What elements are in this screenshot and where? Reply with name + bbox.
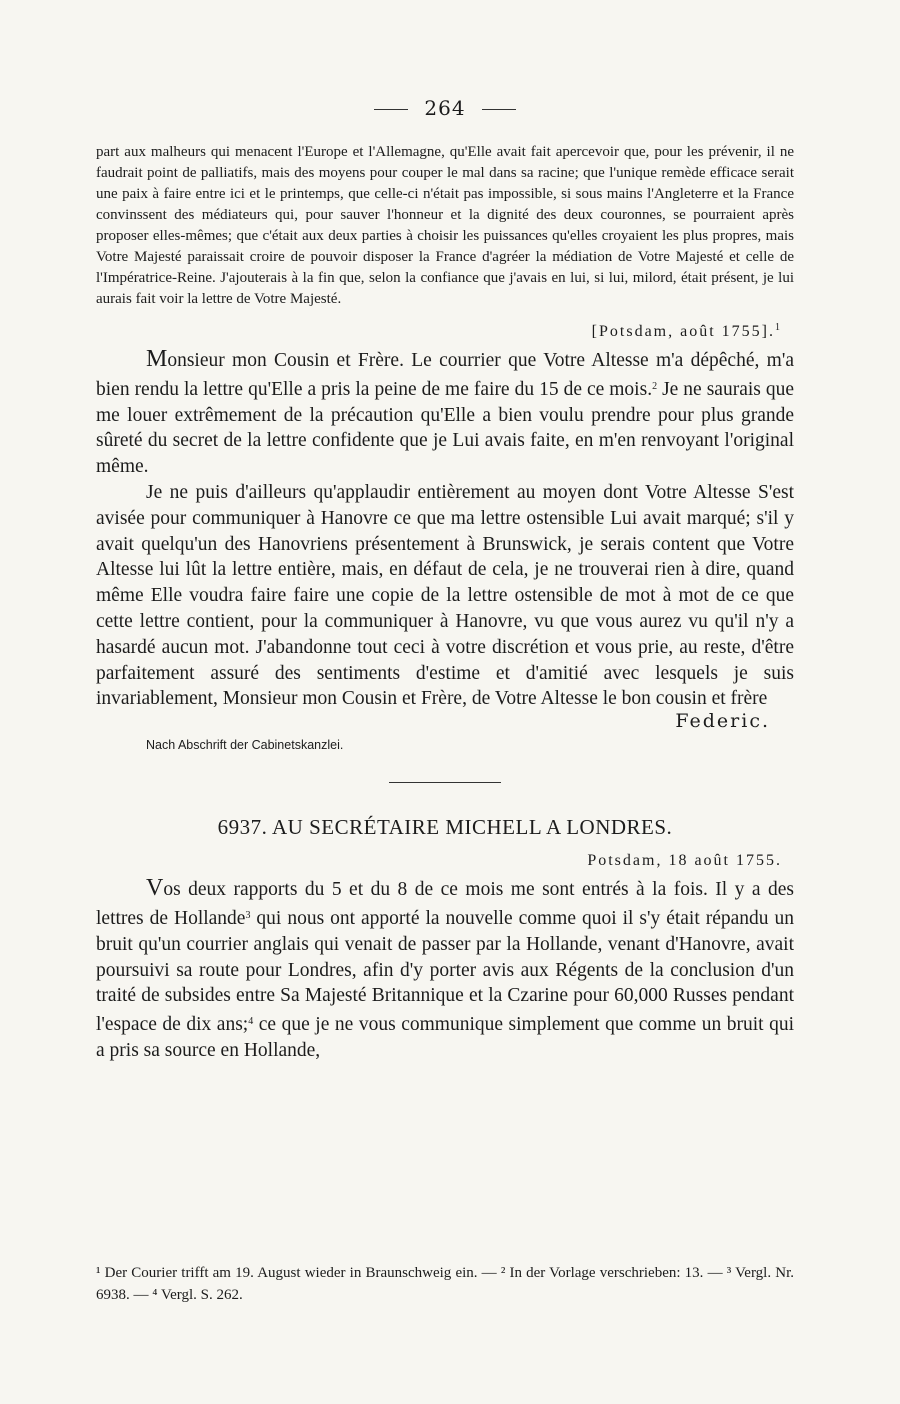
footnote-ref-2: 2: [652, 380, 658, 392]
letter1-body: [96, 347, 794, 712]
footnote-ref-4: 4: [248, 1016, 254, 1028]
signature-row: [96, 712, 794, 738]
source-note: Nach Abschrift der Cabinetskanzlei.: [146, 738, 344, 753]
letter2-heading: 6937. AU SECRÉTAIRE MICHELL A LONDRES.: [217, 815, 673, 840]
section-divider: [389, 782, 501, 783]
drop-initial: V: [146, 875, 164, 902]
letter1-paragraph-2: Je ne puis d'ailleurs qu'applaudir entièrement au moyen dont Votre Altesse S'est avisée pour communiquer à Hanovre ce que ma lettre ostensible Lui avait marqué; s'il y avait quelqu'un des Hanovriens présentement à Brunswick, je serais content que Votre Altesse lui lût la lettre entière, mais, en défaut de cela, je ne trouverai rien à dire, quand même Elle voudra faire faire une copie de la lettre ostensible de mot à mot de ce que cette lettre contient, pour la communiquer à Hanovre, vu que vous aurez vu qu'il n'y a hasardé aucun mot. J'abandonne tout ceci à votre discrétion et vous prie, au reste, d'être parfaitement assuré des sentiments d'estime et d'amitié avec lesquels je suis invariablement, Monsieur mon Cousin et Frère, de Votre Altesse le bon cousin et frère: [96, 481, 794, 710]
letter1-dateline: [Potsdam, août 1755].$^1$: [591, 322, 782, 340]
drop-initial: M: [146, 346, 168, 372]
page-number: 264: [424, 96, 466, 120]
footnotes: ¹ Der Courier trifft am 19. August wieder in Braunschweig ein. — ² In der Vorlage verschrieben: 13. — ³ Vergl. Nr. 6938. — ⁴ Vergl. S. 262.: [96, 1265, 794, 1303]
continued-paragraph: part aux malheurs qui menacent l'Europe et l'Allemagne, qu'Elle avait fait apercevoir que, pour les prévenir, il ne faudrait point de palliatifs, mais des moyens pour couper le mal dans sa racine; que l'unique remède efficace serait une paix à faire entre ici et le printemps, que celle-ci n'était pas impossible, si sous mains l'Angleterre et la France convinssent des médiateurs qui, pour sauver l'honneur et la dignité des deux couronnes, se pourraient après proposer elles-mêmes; que c'était aux deux parties à choisir les puissances qu'elles croyaient les plus propres, mais Votre Majesté paraissait croire de pouvoir disposer la France d'agréer la médiation de Votre Majesté et celle de l'Impératrice-Reine. J'ajouterais à la fin que, selon la confiance que j'avais en lui, si lui, milord, était présent, je lui aurais fait voir la lettre de Votre Majesté.: [96, 144, 794, 307]
footnote-ref-3: 3: [245, 909, 251, 921]
page-body: [96, 96, 794, 1064]
letter2-dateline: Potsdam, 18 août 1755.: [587, 852, 782, 870]
letter2-body: [96, 876, 794, 1064]
signature: Federic.: [675, 710, 770, 733]
letter2-paragraph-1: Vos deux rapports du 5 et du 8 de ce mois me sont entrés à la fois. Il y a des lettres de Hollande$^3$ qui nous ont apporté la nouvelle comme quoi il s'y était répandu un bruit qu'un courrier anglais qui venait de passer par la Hollande, venant d'Hanovre, avait poursuivi sa route pour Londres, afin d'y porter avis aux Régents de la conclusion d'un traité de subsides entre Sa Majesté Britannique et la Czarine pour 60,000 Russes pendant l'espace de dix ans;$^4$ ce que je ne vous communique simplement que comme un bruit qui a pris sa source en Hollande,: [96, 875, 795, 1061]
header-dash-left: [374, 109, 408, 110]
letter1-paragraph-1: Monsieur mon Cousin et Frère. Le courrier que Votre Altesse m'a dépêché, m'a bien rendu la lettre qu'Elle a pris la peine de me faire du 15 de ce mois.$^2$ Je ne saurais que me louer extrêmement de la précaution qu'Elle a bien voulu prendre pour plus grande sûreté du secret de la lettre confidente que je Lui avais faite, en m'en renvoyant l'original même.: [96, 346, 795, 478]
page-header: [96, 96, 794, 120]
footnote-ref-1: 1: [775, 322, 782, 333]
header-dash-right: [482, 109, 516, 110]
